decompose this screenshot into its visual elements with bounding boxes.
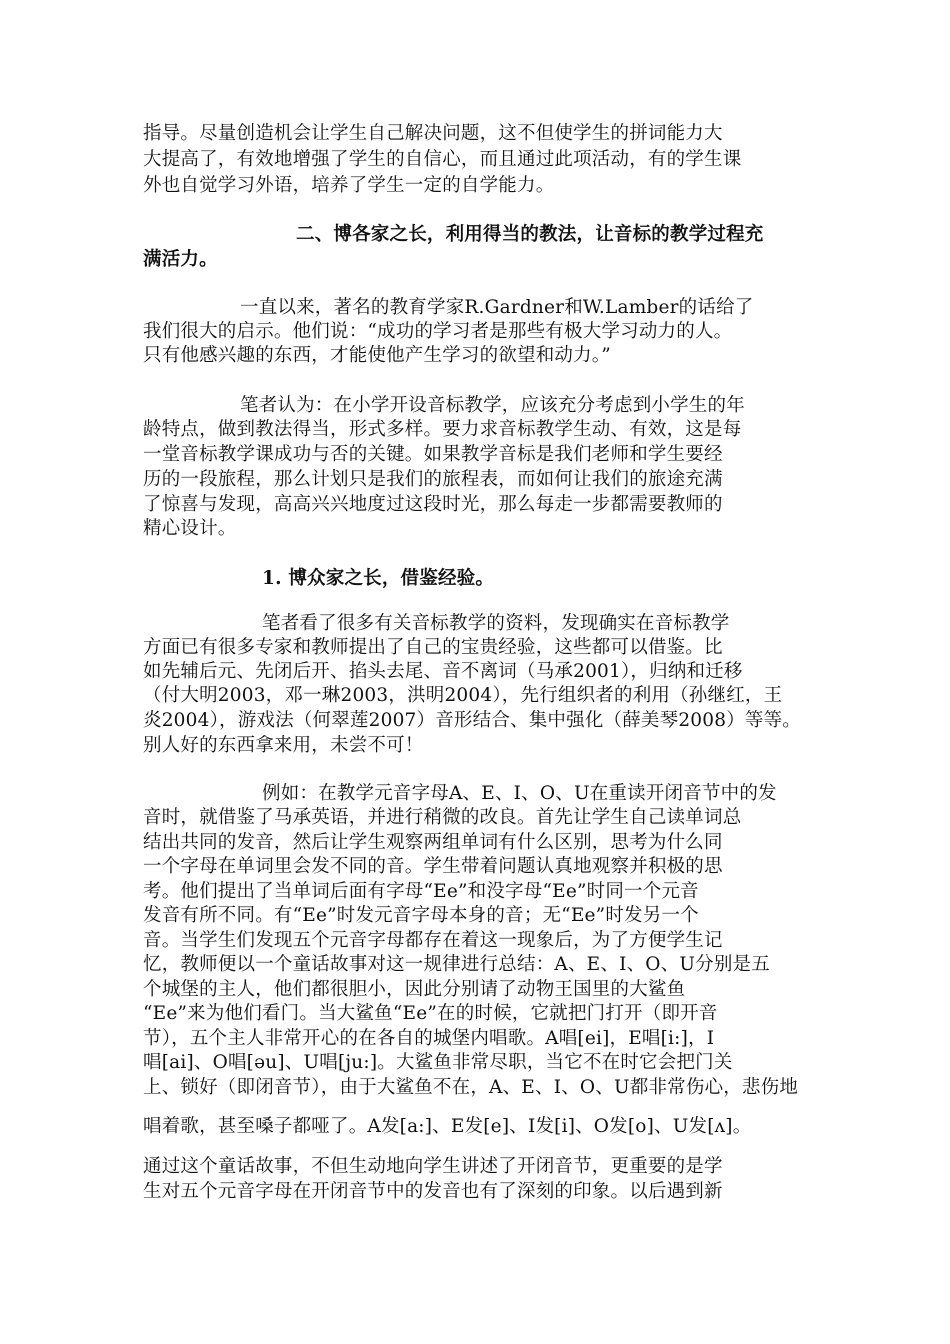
paragraph-line: 笔者看了很多有关音标教学的资料，发现确实在音标教学	[262, 613, 730, 634]
paragraph-line: 音时，就借鉴了马承英语，并进行稍微的改良。首先让学生自己读单词总	[143, 807, 742, 828]
paragraph-line: 了惊喜与发现，高高兴兴地度过这段时光，那么每走一步都需要教师的	[143, 494, 723, 515]
paragraph-line: 历的一段旅程，那么计划只是我们的旅程表，而如何让我们的旅途充满	[143, 469, 723, 490]
paragraph-line: 指导。尽量创造机会让学生自己解决问题，这不但使学生的拼词能力大	[143, 123, 723, 144]
section-heading: 满活力。	[143, 249, 218, 270]
paragraph-line: 上、锁好（即闭音节），由于大鲨鱼不在，A、E、I、O、U都非常伤心，悲伤地	[143, 1077, 799, 1098]
subsection-heading: 1. 博众家之长，借鉴经验。	[262, 568, 495, 589]
paragraph-line: 如先辅后元、先闭后开、掐头去尾、音不离词（马承2001），归纳和迁移	[143, 661, 743, 682]
paragraph-line: 一直以来，著名的教育学家R.Gardner和W.Lamber的话给了	[240, 297, 754, 318]
paragraph-line: 只有他感兴趣的东西，才能使他产生学习的欲望和动力。”	[143, 345, 611, 366]
paragraph-line: 音。当学生们发现五个元音字母都存在着这一现象后，为了方便学生记	[143, 930, 723, 951]
paragraph-line: 节），五个主人非常开心的在各自的城堡内唱歌。A唱[ei]，E唱[i:]，I	[143, 1028, 715, 1049]
paragraph-line: 方面已有很多专家和教师提出了自己的宝贵经验，这些都可以借鉴。比	[143, 637, 723, 658]
paragraph-line: 别人好的东西拿来用，未尝不可！	[143, 735, 424, 756]
paragraph-line: （付大明2003，邓一琳2003，洪明2004），先行组织者的利用（孙继红，王	[143, 685, 783, 706]
paragraph-line: 考。他们提出了当单词后面有字母“Ee”和没字母“Ee”时同一个元音	[143, 881, 699, 902]
paragraph-line: 唱着歌，甚至嗓子都哑了。A发[a:]、E发[e]、I发[i]、O发[o]、U发[ʌ]。	[143, 1116, 752, 1137]
paragraph-line: 我们很大的启示。他们说：“成功的学习者是那些有极大学习动力的人。	[143, 321, 733, 342]
paragraph-line: 例如：在教学元音字母A、E、I、O、U在重读开闭音节中的发	[262, 783, 777, 804]
paragraph-line: 一堂音标教学课成功与否的关键。如果教学音标是我们老师和学生要经	[143, 444, 723, 465]
paragraph-line: 精心设计。	[143, 518, 237, 539]
paragraph-line: 炎2004），游戏法（何翠莲2007）音形结合、集中强化（薛美琴2008）等等。	[143, 710, 801, 731]
paragraph-line: 外也自觉学习外语，培养了学生一定的自学能力。	[143, 175, 555, 196]
paragraph-line: 个城堡的主人，他们都很胆小，因此分别请了动物王国里的大鲨鱼	[143, 979, 686, 1000]
paragraph-line: 结出共同的发音，然后让学生观察两组单词有什么区别，思考为什么同	[143, 832, 723, 853]
section-heading: 二、博各家之长，利用得当的教法，让音标的教学过程充	[296, 224, 764, 245]
paragraph-line: 龄特点，做到教法得当，形式多样。要力求音标教学生动、有效，这是每	[143, 419, 742, 440]
paragraph-line: “Ee”来为他们看门。当大鲨鱼“Ee”在的时候，它就把门打开（即开音	[143, 1003, 718, 1024]
paragraph-line: 一个字母在单词里会发不同的音。学生带着问题认真地观察并积极的思	[143, 856, 723, 877]
paragraph-line: 笔者认为：在小学开设音标教学，应该充分考虑到小学生的年	[240, 395, 745, 416]
paragraph-line: 唱[ai]、O唱[əu]、U唱[ju:]。大鲨鱼非常尽职，当它不在时它会把门关	[143, 1052, 733, 1073]
paragraph-line: 生对五个元音字母在开闭音节中的发音也有了深刻的印象。以后遇到新	[143, 1181, 723, 1202]
paragraph-line: 大提高了，有效地增强了学生的自信心，而且通过此项活动，有的学生课	[143, 149, 742, 170]
paragraph-line: 忆，教师便以一个童话故事对这一规律进行总结：A、E、I、O、U分别是五	[143, 954, 770, 975]
paragraph-line: 发音有所不同。有“Ee”时发元音字母本身的音；无“Ee”时发另一个	[143, 905, 699, 926]
paragraph-line: 通过这个童话故事，不但生动地向学生讲述了开闭音节，更重要的是学	[143, 1156, 723, 1177]
